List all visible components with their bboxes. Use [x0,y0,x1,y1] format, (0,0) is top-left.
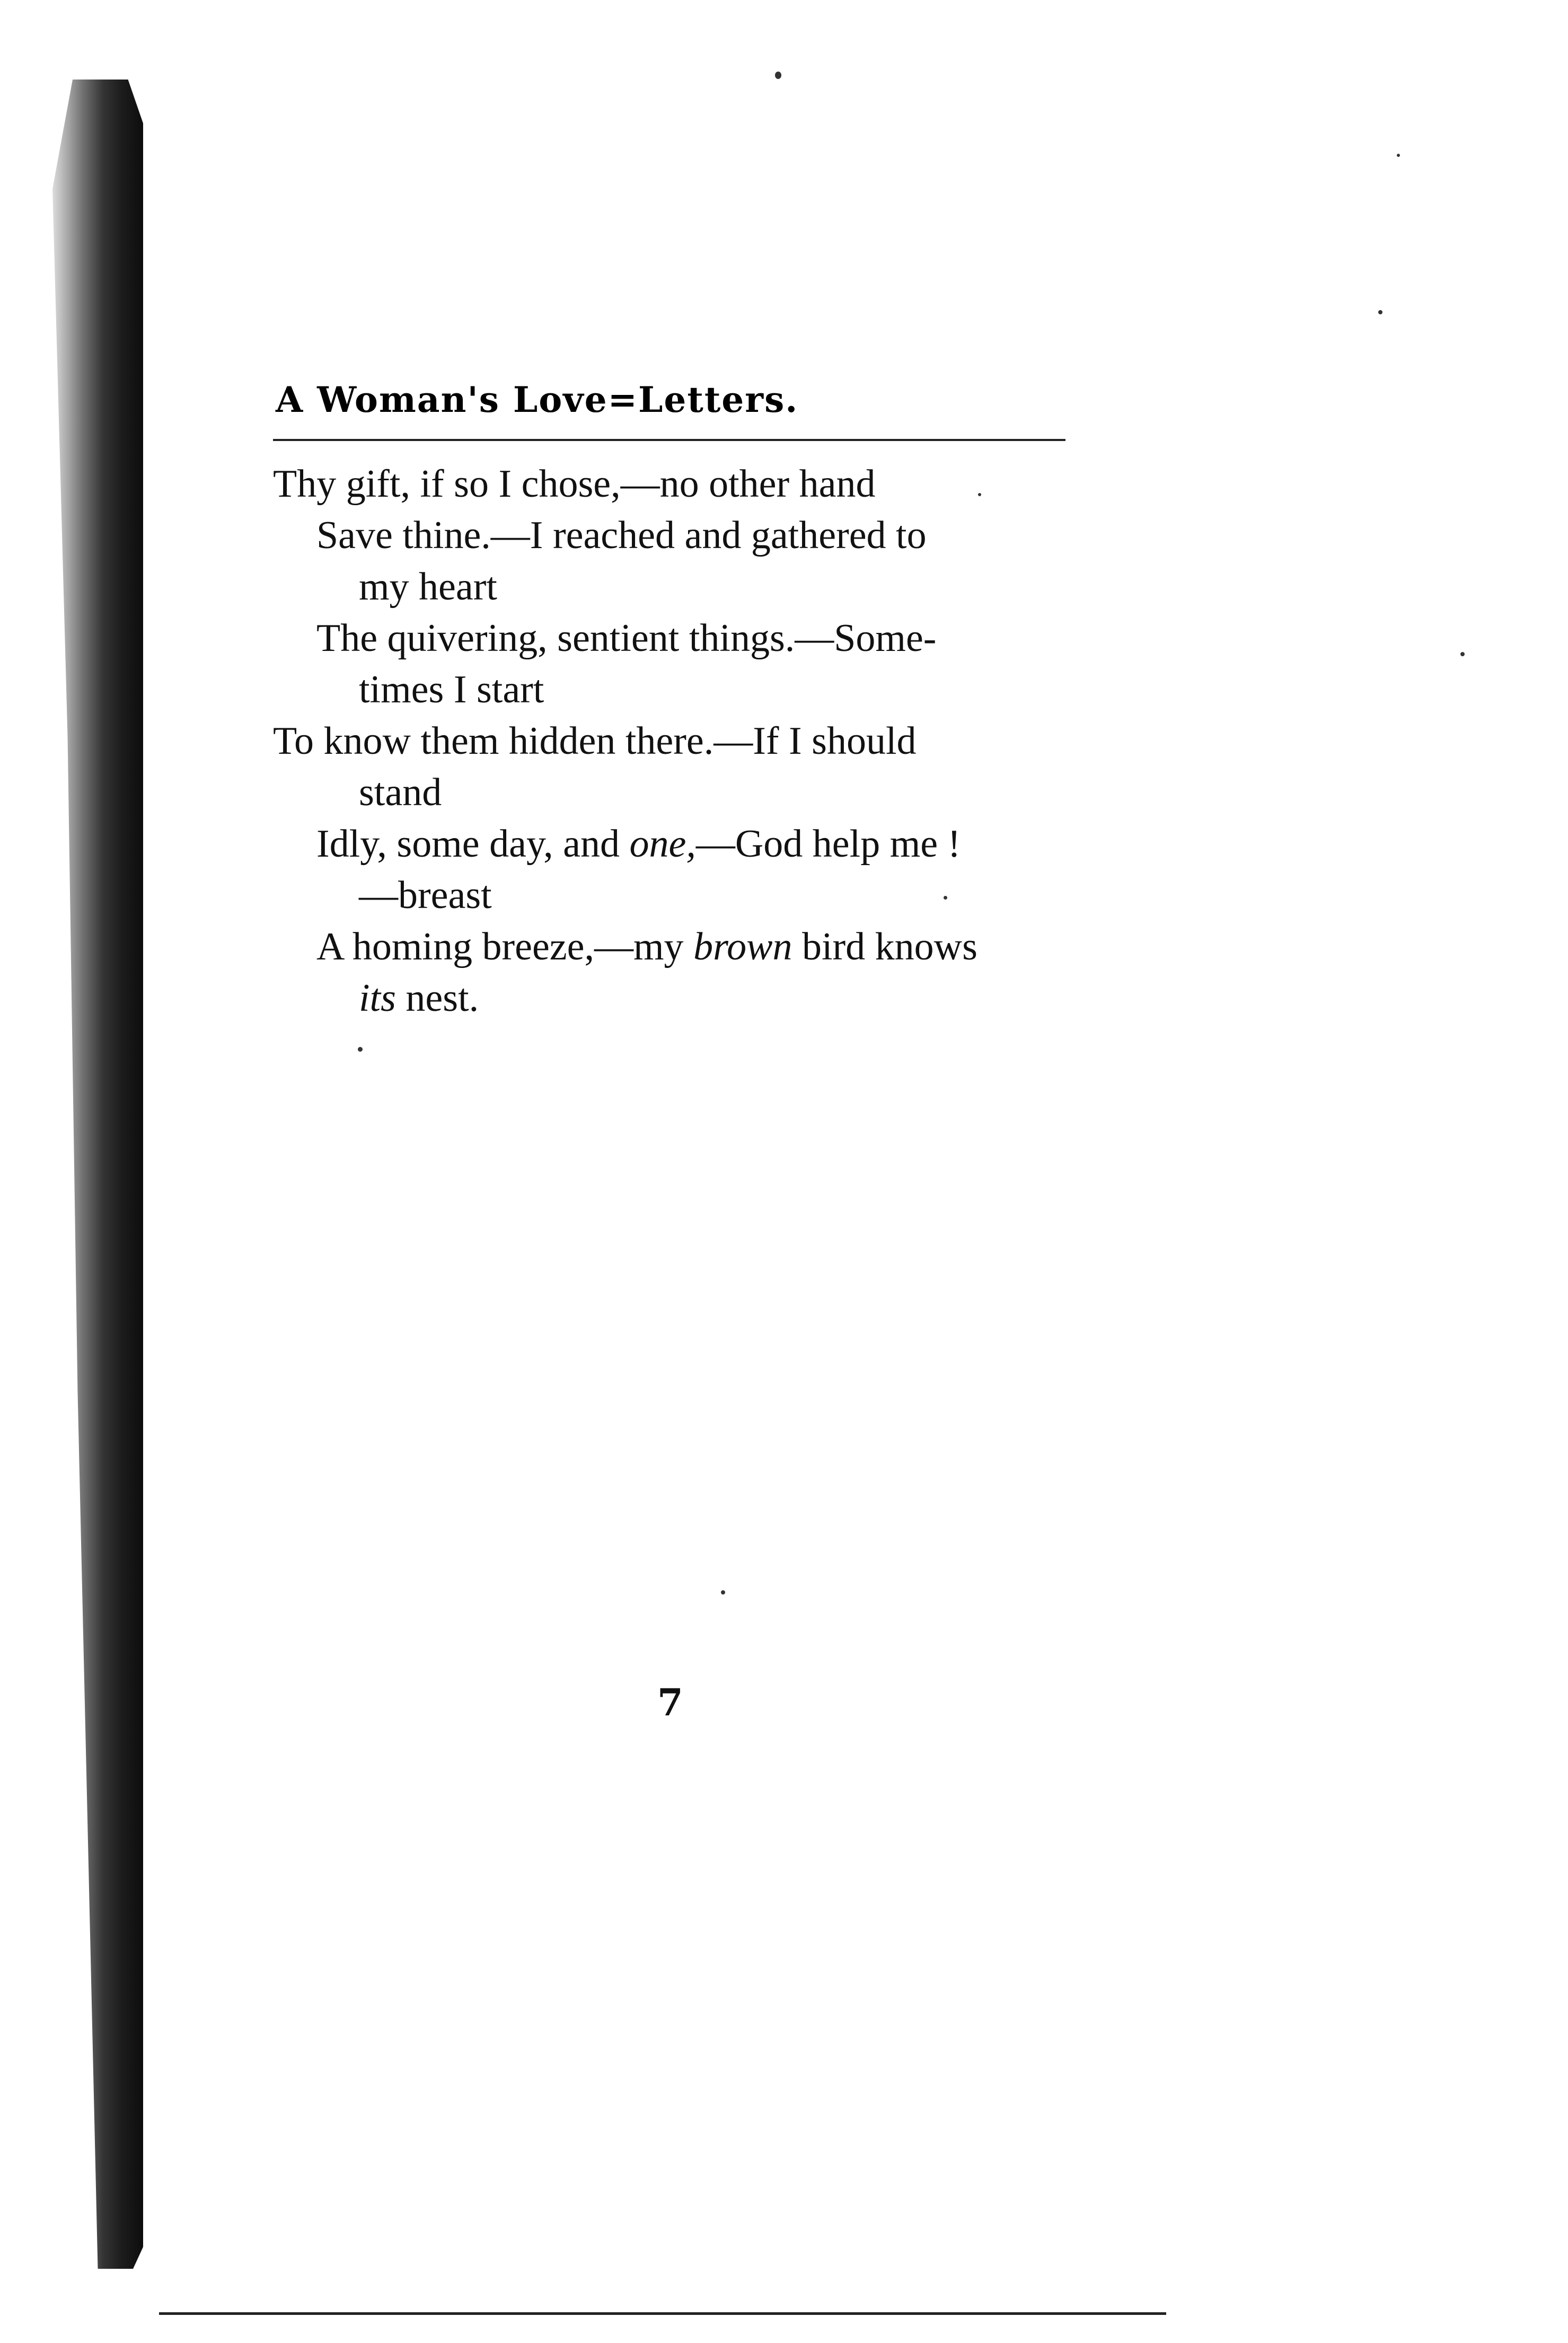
poem-line-emphasis: brown [693,925,792,968]
poem-line: —breast [359,874,492,917]
bottom-rule [159,2312,1166,2315]
poem-line-text: Idly, some day, and [316,822,630,866]
poem-line-text: —God help me ! [695,822,961,866]
scan-speck [721,1590,725,1595]
poem-line [273,973,1068,1024]
scan-speck [944,896,947,900]
poem-line: times I start [359,668,544,711]
poem-line-text: A homing breeze,—my [316,925,694,968]
scan-speck [358,1047,363,1052]
page-number: 7 [657,1680,683,1724]
header-rule [273,439,1065,441]
poem-line-emphasis: one, [629,822,696,866]
poem-line: Save thine.—I reached and gathered to [316,514,927,557]
poem-line: To know them hidden there.—If I should [273,719,917,763]
poem-line-emphasis: its [359,976,396,1020]
poem-stanza [273,459,1068,1024]
poem-line: The quivering, sentient things.—Some- [316,616,937,660]
poem-line-text: bird knows [792,925,977,968]
scan-speck [1397,154,1400,157]
scan-speck [1460,652,1465,656]
poem-line: Thy gift, if so I chose,—no other hand [273,462,876,506]
poem-line: stand [359,771,442,814]
scan-speck [1378,310,1382,314]
running-head: A Woman's Love=Letters. [276,379,799,420]
scan-speck [978,493,981,496]
scan-speck [775,72,781,79]
poem-line [273,921,1068,973]
page-binding-edge [42,80,143,2269]
poem-line: my heart [359,565,497,609]
poem-line-text: nest. [395,976,479,1020]
poem-line [273,818,1068,870]
